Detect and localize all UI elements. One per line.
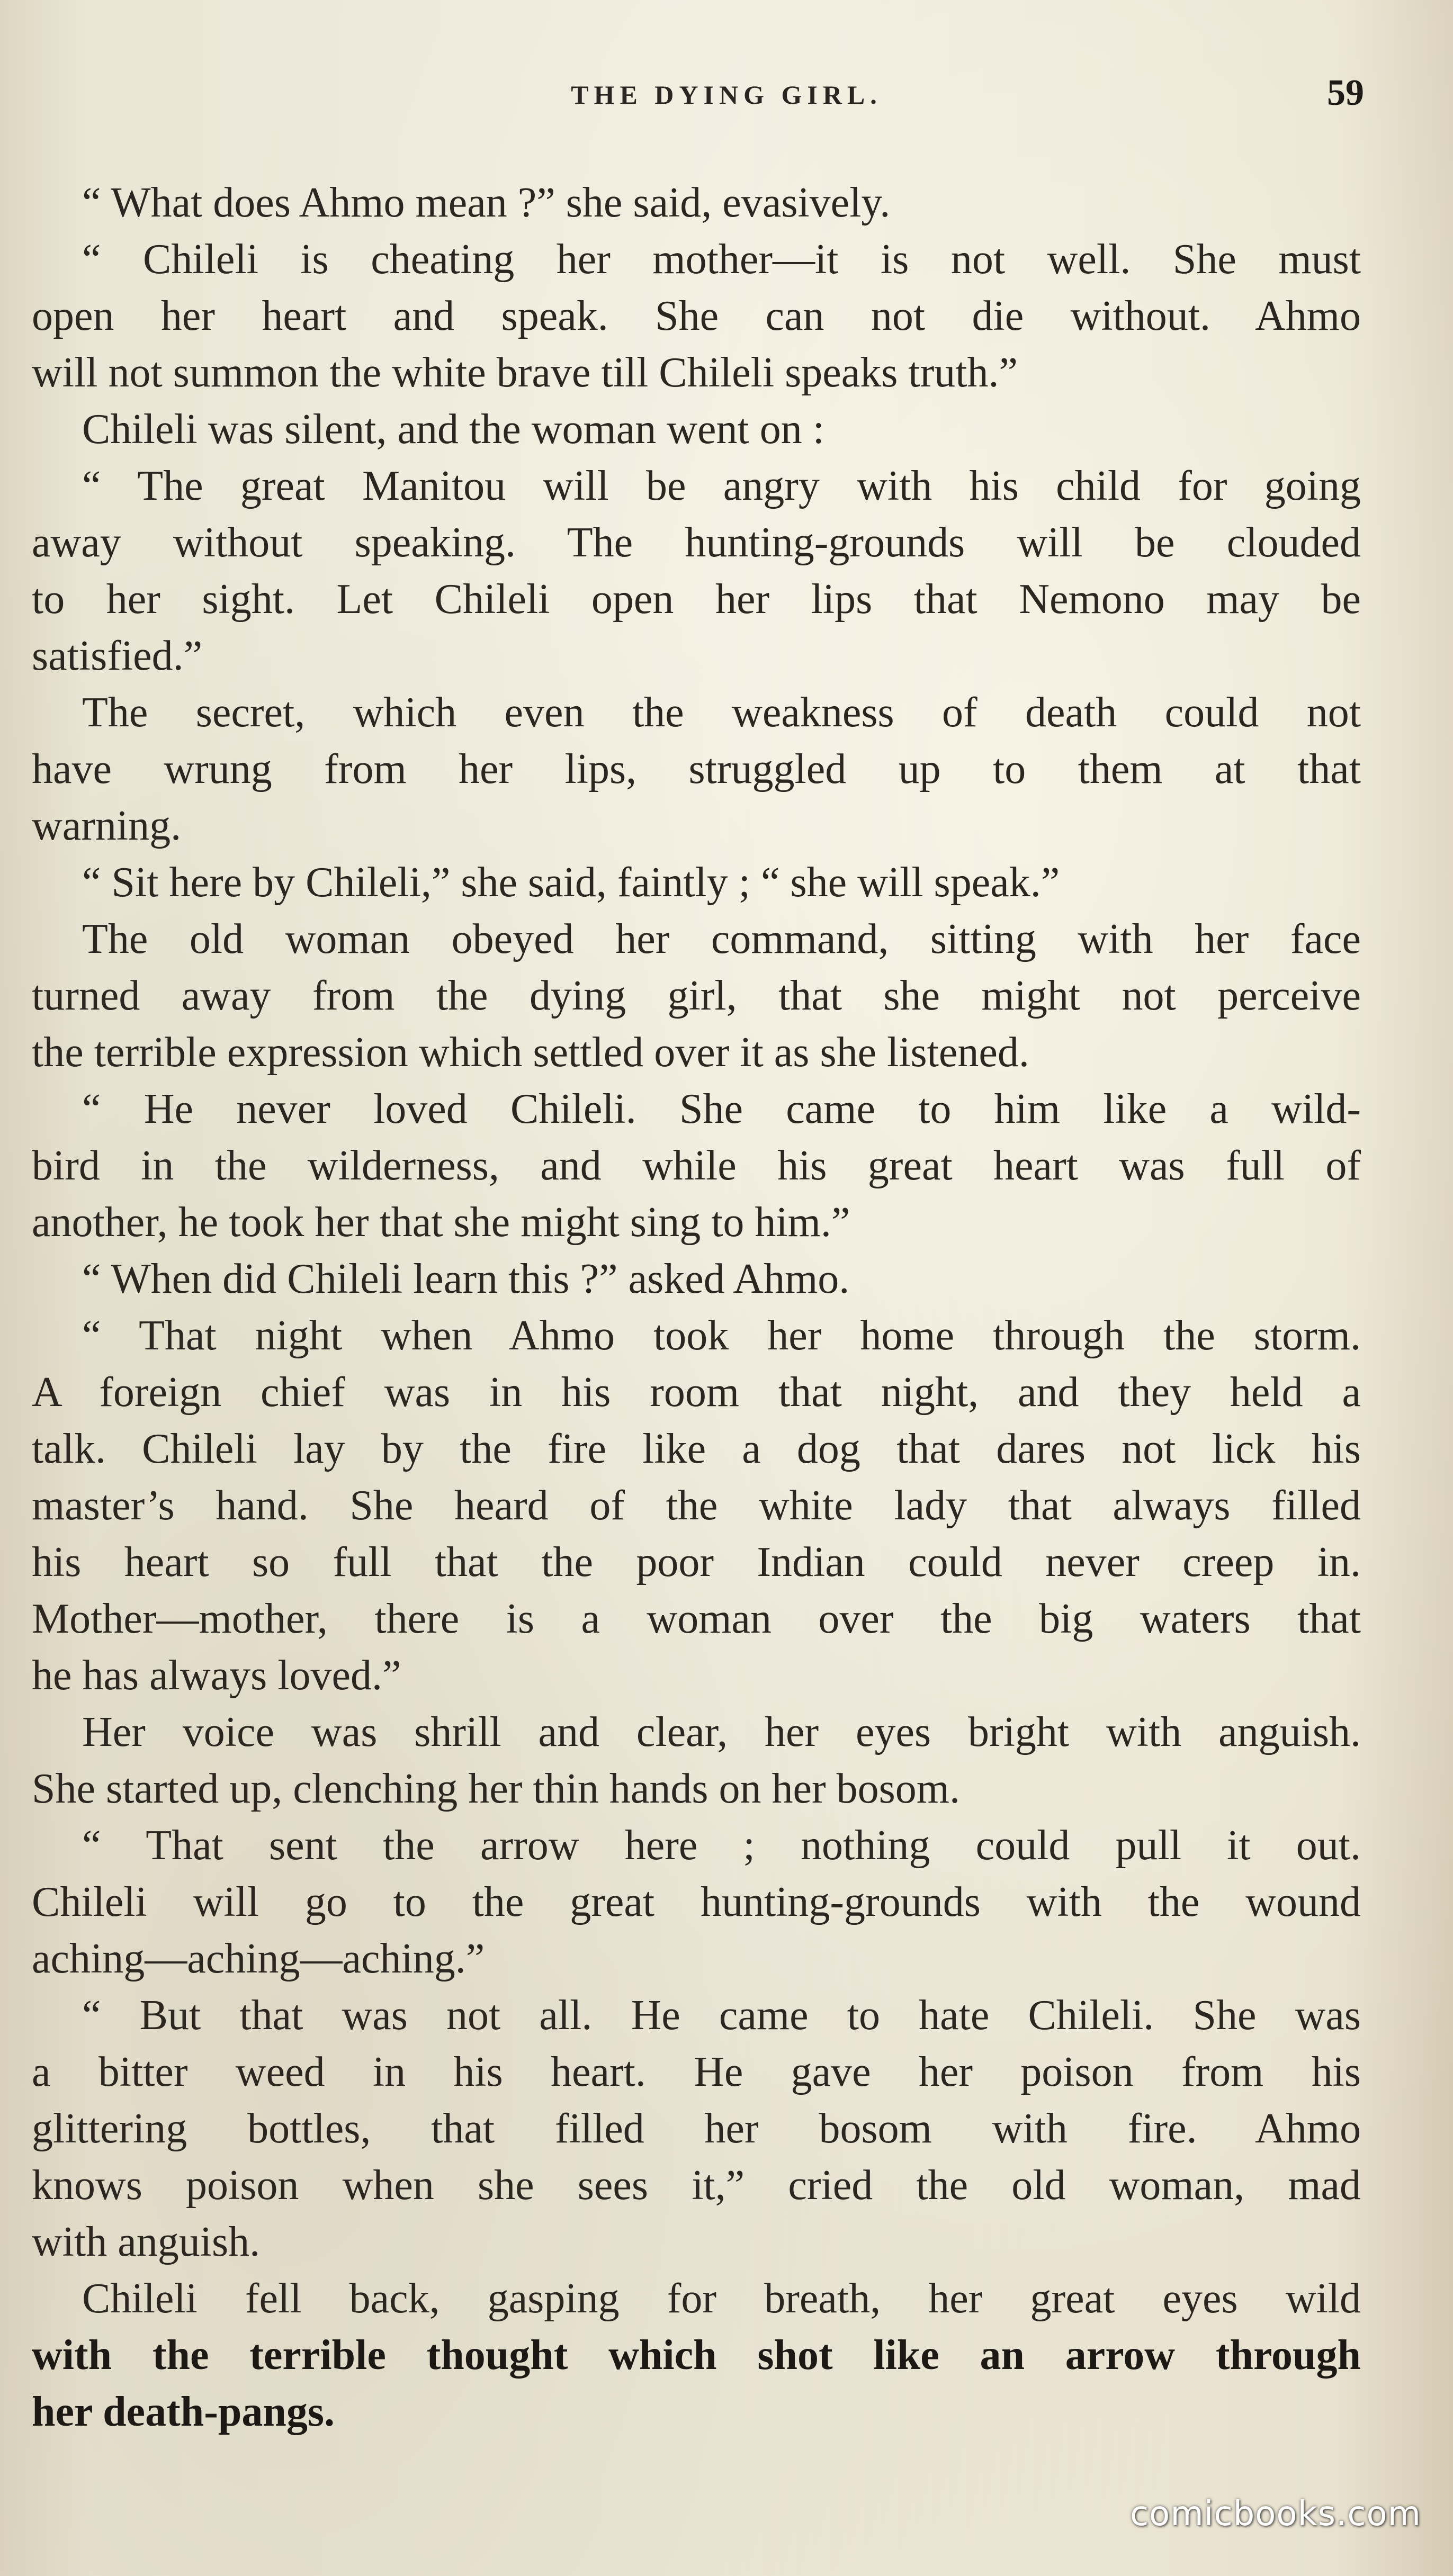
text-line: “ But that was not all. He came to hate Chileli. She was: [82, 1992, 1361, 2039]
text-line: The secret, which even the weakness of death could not: [82, 689, 1361, 736]
text-line: Her voice was shrill and clear, her eyes bright with anguish.: [82, 1709, 1361, 1755]
text-line: talk. Chileli lay by the fire like a dog that dares not lick his: [32, 1426, 1361, 1472]
text-line: “ He never loved Chileli. She came to him like a wild-: [82, 1086, 1361, 1132]
text-line: master’s hand. She heard of the white lady that always filled: [32, 1482, 1361, 1529]
text-line: another, he took her that she might sing to him.”: [32, 1199, 850, 1246]
text-line: have wrung from her lips, struggled up to them at that: [32, 746, 1361, 792]
text-line: Mother—mother, there is a woman over the big waters that: [32, 1596, 1361, 1642]
text-line: the terrible expression which settled over it as she listened.: [32, 1029, 1029, 1076]
text-line: “ The great Manitou will be angry with his child for going: [82, 463, 1361, 509]
text-line: She started up, clenching her thin hands on her bosom.: [32, 1766, 960, 1812]
text-line: with anguish.: [32, 2219, 261, 2265]
text-line: a bitter weed in his heart. He gave her poison from his: [32, 2049, 1361, 2095]
text-line: he has always loved.”: [32, 1652, 401, 1699]
text-line: his heart so full that the poor Indian could never creep in.: [32, 1539, 1361, 1586]
text-line: “ What does Ahmo mean ?” she said, evasively.: [82, 179, 891, 226]
text-line: turned away from the dying girl, that she might not perceive: [32, 972, 1361, 1019]
text-line: will not summon the white brave till Chileli speaks truth.”: [32, 349, 1018, 396]
text-line: “ That sent the arrow here ; nothing could pull it out.: [82, 1822, 1361, 1869]
text-line: “ Sit here by Chileli,” she said, faintly ; “ she will speak.”: [82, 859, 1060, 906]
text-line: aching—aching—aching.”: [32, 1935, 485, 1982]
text-line: Chileli will go to the great hunting-grounds with the wound: [32, 1879, 1361, 1925]
text-line: A foreign chief was in his room that night, and they held a: [32, 1369, 1361, 1416]
text-line: bird in the wilderness, and while his great heart was full of: [32, 1142, 1361, 1189]
running-title: THE DYING GIRL.: [571, 80, 882, 110]
text-line: warning.: [32, 803, 182, 849]
text-line: “ When did Chileli learn this ?” asked Ahmo.: [82, 1256, 850, 1302]
text-line: The old woman obeyed her command, sitting with her face: [82, 916, 1361, 962]
text-line: satisfied.”: [32, 633, 203, 679]
text-line: Chileli fell back, gasping for breath, her great eyes wild: [82, 2275, 1361, 2322]
running-head: [0, 73, 1453, 122]
body-text: [32, 175, 1361, 2440]
text-line: Chileli was silent, and the woman went on :: [82, 406, 824, 453]
text-line: “ That night when Ahmo took her home through the storm.: [82, 1312, 1361, 1359]
text-line: “ Chileli is cheating her mother—it is not well. She must: [82, 236, 1361, 283]
text-line: with the terrible thought which shot like an arrow through: [32, 2332, 1361, 2379]
watermark: comicbooks.com: [1129, 2494, 1421, 2534]
text-line: open her heart and speak. She can not die without. Ahmo: [32, 293, 1361, 339]
page-number: 59: [1327, 73, 1364, 113]
text-line: away without speaking. The hunting-grounds will be clouded: [32, 519, 1361, 566]
text-line: glittering bottles, that filled her bosom with fire. Ahmo: [32, 2105, 1361, 2152]
text-line: to her sight. Let Chileli open her lips that Nemono may be: [32, 576, 1361, 623]
text-line: knows poison when she sees it,” cried the old woman, mad: [32, 2162, 1361, 2209]
text-line: her death-pangs.: [32, 2389, 335, 2435]
